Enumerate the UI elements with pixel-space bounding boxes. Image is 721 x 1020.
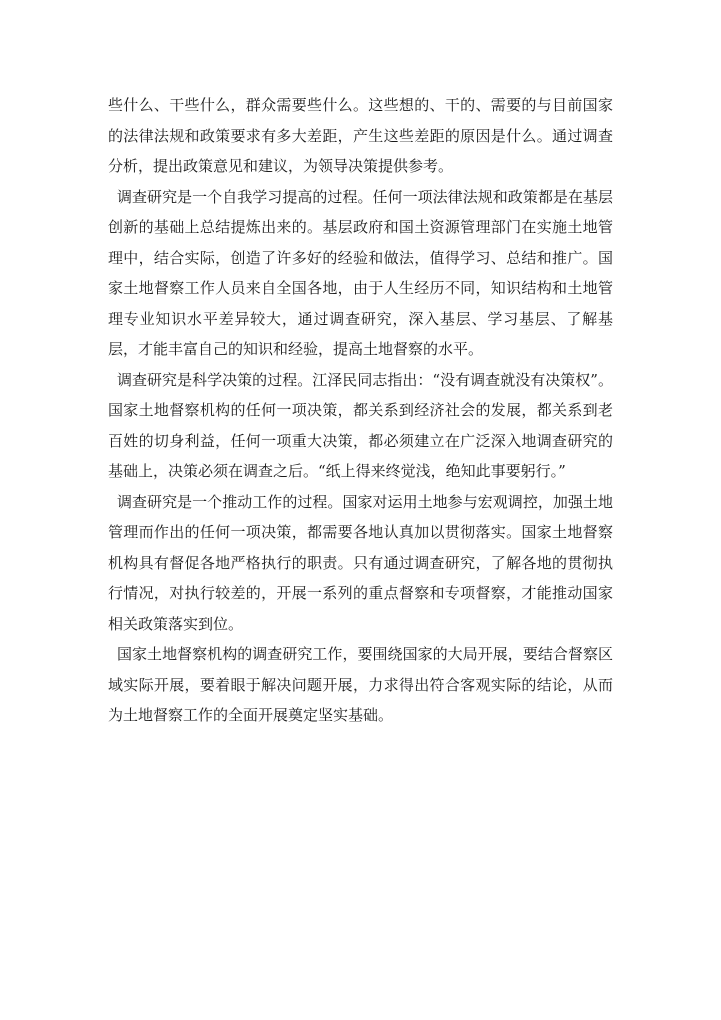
document-body [108, 90, 613, 731]
paragraph-scientific-decision: 调查研究是科学决策的过程。江泽民同志指出：“没有调查就没有决策权”。国家土地督察机构的任何一项决策，都关系到经济社会的发展，都关系到老百姓的切身利益，任何一项重大决策，都必须建立在广泛深入地调查研究的基础上，决策必须在调查之后。“纸上得来终觉浅，绝知此事要躬行。” [108, 370, 613, 480]
paragraph-promote-work: 调查研究是一个推动工作的过程。国家对运用土地参与宏观调控，加强土地管理而作出的任何一项决策，都需要各地认真加以贯彻落实。国家土地督察机构具有督促各地严格执行的职责。只有通过调查研究，了解各地的贯彻执行情况，对执行较差的，开展一系列的重点督察和专项督察，才能推动国家相关政策落实到位。 [108, 492, 613, 633]
paragraph-continuation: 些什么、干些什么，群众需要些什么。这些想的、干的、需要的与目前国家的法律法规和政策要求有多大差距，产生这些差距的原因是什么。通过调查分析，提出政策意见和建议，为领导决策提供参考。 [108, 96, 613, 175]
paragraph-self-learning: 调查研究是一个自我学习提高的过程。任何一项法律法规和政策都是在基层创新的基础上总结提炼出来的。基层政府和国土资源管理部门在实施土地管理中，结合实际，创造了许多好的经验和做法，值得学习、总结和推广。国家土地督察工作人员来自全国各地，由于人生经历不同，知识结构和土地管理专业知识水平差异较大，通过调查研究，深入基层、学习基层、了解基层，才能丰富自己的知识和经验，提高土地督察的水平。 [108, 187, 613, 358]
paragraph-conclusion: 国家土地督察机构的调查研究工作，要围绕国家的大局开展，要结合督察区域实际开展，要着眼于解决问题开展，力求得出符合客观实际的结论，从而为土地督察工作的全面开展奠定坚实基础。 [108, 645, 613, 724]
